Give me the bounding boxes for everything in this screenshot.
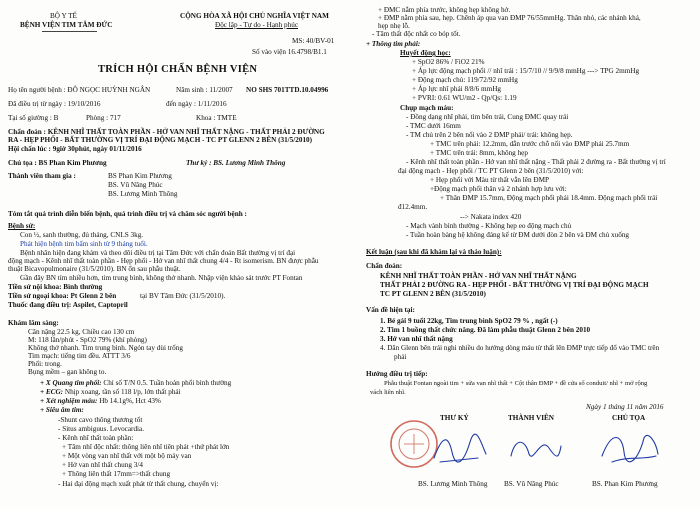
echo-line: - Situs ambiguus. Levocardia. [58,425,145,433]
lab-result: + Xét nghiệm máu: Hb 14.1g%, Hct 43% [40,397,161,405]
insurance-number: NO SHS 701TTD.10.04996 [246,86,329,94]
history-label: Bệnh sử: [8,222,36,230]
issue-item: 2. Tim 1 buồng thất chức năng. Đã làm phẫu thuật Glenn 2 bên 2010 [380,326,591,334]
exam-label: Khám lâm sàng: [8,319,59,327]
angio-line: + TMC trên trái: 8mm, không hẹp [430,149,528,157]
exam-line: Không thở nhanh. Tim trung bình. Ngón tay dùi trống [28,344,183,352]
final-dx-line: KÊNH NHĨ THẤT TOÀN PHẦN - HỞ VAN NHĨ THẤT NẶNG [380,272,577,280]
room-number: Phòng : 717 [86,114,121,122]
chair-signature [598,426,662,468]
issues-label: Vấn đề hiện tại: [366,306,415,314]
bed-number: Tại số giường : B [8,114,59,122]
hemo-line: + Áp lực động mạch phổi // nhĩ trái : 15/7/10 // 9/9/8 mmHg ---> TPG 2mmHg [412,67,640,75]
member-2: BS. Vũ Năng Phúc [108,181,163,189]
angio-line: - Kênh nhĩ thất toàn phần - Hở van nhĩ thất nặng - Thất phải 2 đường ra - Bất thường vị trí [406,158,666,166]
exam-line: Phổi: trong. [28,360,62,368]
angio-line: đ12.4mm. [398,203,428,211]
angio-line: - Tuần hoàn bàng hệ không đáng kể từ ĐM dưới đòn 2 bên và ĐM chủ xuống [406,231,630,239]
ecg-result: + ECG: Nhịp xoang, tần số 118 l/p, lớn thất phải [40,388,181,396]
history-line: Con ½, sanh thường, đủ tháng, CNLS 3kg. [20,231,144,239]
echo-line: + Một vòng van nhĩ thất với một bộ máy van [62,452,192,460]
chair-person: Chủ tọa : BS Phan Kim Phương [8,159,107,167]
angio-line: đại động mạch - Hẹp phổi / TC PT Glenn 2 bên (31/5/2010) với: [398,167,584,175]
patient-name: Họ tên người bệnh : ĐỖ NGỌC HUỲNH NGÂN [8,86,151,94]
right-top-line: hẹp nhẹ lỗ. [378,22,410,30]
final-dx-line: THẤT PHẢI 2 ĐƯỜNG RA - HẸP PHỔI - BẤT THƯỜNG VỊ TRÍ ĐẠI ĐỘNG MẠCH [380,281,649,289]
hemo-line: + Áp lực nhĩ phải 8/8/6 mmHg [412,85,502,93]
xray-text: Chỉ số T/N 0.5. Tuần hoàn phổi bình thường [101,379,232,387]
ecg-text: Nhịp xoang, tần số 118 l/p, lớn thất phải [63,388,181,396]
echo-line: - Hai đại động mạch xuất phát từ thất chung, chuyển vị: [58,480,219,488]
issue-item: phải [394,353,407,361]
form-code: MS: 40/BV-01 [292,37,335,45]
lab-text: Hb 14.1g%, Hct 43% [97,397,161,405]
echo-line: + Hở van nhĩ thất chung 3/4 [62,461,143,469]
angio-line: + Hẹp phổi với Màu từ thất vẫn lên ĐMP [430,176,549,184]
current-meds: Thuốc đang điều trị: Aspilet, Captopril [8,301,128,309]
echo-line: + Tâm nhĩ độc nhất: thông liên nhĩ tiên phát +thứ phát lớn [62,443,230,451]
surgical-history-extra: tại BV Tâm Đức (31/5/2010). [140,292,226,300]
exam-line: Tim mạch: tiếng tim đều. ATTT 3/6 [28,352,131,360]
members-label: Thành viên tham gia : [8,172,76,180]
header-divider [42,31,97,32]
national-motto: Độc lập - Tự do - Hạnh phúc [215,21,299,29]
patient-birth: Năm sinh : 11/2007 [176,86,233,94]
history-line: Phát hiện bệnh tim bẩm sinh từ 9 tháng tuổi. [20,240,148,248]
secretary-person: Thư ký : BS. Lương Minh Thông [186,159,286,167]
angio-line: +Động mạch phổi thân và 2 nhánh hợp lưu với: [430,185,567,193]
member-1: BS Phan Kim Phương [108,172,172,180]
member-name: BS. Vũ Năng Phúc [504,480,559,488]
cath-label: + Thông tim phải: [366,40,421,48]
chair-title: CHỦ TỌA [612,414,646,422]
plan-text-2: vách liên nhĩ. [370,389,406,396]
final-dx-label: Chẩn đoán: [366,262,403,270]
secretary-title: THƯ KÝ [440,414,469,422]
hospital-name: BỆNH VIỆN TIM TÂM ĐỨC [20,21,113,29]
consult-date: Hội chẩn lúc : 9giờ 30phút, ngày 01/11/2016 [8,145,142,153]
right-top-line: + ĐMP nằm phía sau, hẹp. Chênh áp qua van ĐMP 76/55mmHg. Thân nhỏ, các nhánh khá, [378,14,641,22]
final-dx-line: TC PT GLENN 2 BÊN (31/5/2010) [380,290,486,298]
conclusion-heading: Kết luận (sau khi đã khám lại và thảo luận): [366,248,502,256]
secretary-name: BS. Lương Minh Thông [418,480,488,488]
chair-name: BS. Phan Kim Phương [592,480,658,488]
angio-line: - TM chủ trên 2 bên nối vào 2 ĐMP phải/ trái: không hẹp. [406,131,573,139]
echo-line: - Kênh nhĩ thất toàn phần: [58,434,134,442]
diagnosis-line-1: Chẩn đoán : KÊNH NHĨ THẤT TOÀN PHẦN - HỞ VAN NHĨ THẤT NẶNG - THẤT PHẢI 2 ĐƯỜNG [8,128,325,136]
echo-label: + Siêu âm tim: [40,406,84,414]
angio-line: - Mạch vành bình thường - Không hẹp eo động mạch chủ [406,222,572,230]
issue-item: 1. Bé gái 9 tuổi 22kg, Tim trung bình SpO2 79 % , ngất (-) [380,317,558,325]
angio-line: + TMC trên phải: 12.2mm, dẫn trước chỗ nối vào ĐMP phải 25.7mm [430,140,630,148]
exam-line: Bụng mềm – gan không to. [28,368,107,376]
member-signature [505,428,565,468]
exam-line: Cân nặng 22.5 kg, Chiều cao 130 cm [28,328,135,336]
hemo-line: + SpO2 86% / FiO2 21% [412,58,485,66]
medical-history: Tiền sử nội khoa: Bình thường [8,283,103,291]
angio-line: --> Nakata index 420 [460,213,522,221]
exam-line: M: 118 lần/phút - SpO2 79% (khí phòng) [28,336,147,344]
signing-date: Ngày 1 tháng 11 năm 2016 [586,403,664,411]
summary-heading: Tóm tắt quá trình diễn biến bệnh, quá trình điều trị và chăm sóc người bệnh : [8,210,247,218]
issue-item: 4. Dãn Glenn bên trái nghi nhiều do hướng dòng máu từ thất lên ĐMP trực tiếp đổ vào TMC trên [380,344,660,352]
history-line: Bệnh nhân hiện đang khám và theo dõi điều trị tại Tâm Đức với chẩn đoán Bất thường vị trí đại [20,249,296,257]
history-line: động mạch - Kênh nhĩ thất toàn phần - Hẹp phổi - Hở van nhĩ thất chung 4/4 - Rt isomerism. BN được phẫu [8,257,319,265]
member-title: THÀNH VIÊN [508,414,554,422]
echo-line: + Thông liên thất 17mm=>thất chung [62,470,171,478]
angio-line: - TMC dưới 16mm [406,122,461,130]
plan-text: Phẫu thuật Fontan ngoài tim + sửa van nhĩ thất + Cột thân ĐMP + đề cửa số conduit/ nhĩ + mở rộng [384,380,648,387]
diagnosis-line-2: RA - HẸP PHỔI - BẤT THƯỜNG VỊ TRÍ ĐẠI ĐỘNG MẠCH - TC PT GLENN 2 BÊN (31/5/2010) [8,136,313,144]
echo-line: -Shunt cavo thông thương tốt [58,416,143,424]
country-name: CỘNG HÒA XÃ HỘI CHỦ NGHĨA VIỆT NAM [180,12,329,20]
page-title: TRÍCH HỘI CHẨN BỆNH VIỆN [98,64,258,75]
member-3: BS. Lương Minh Thông [108,190,178,198]
plan-label: Hướng điều trị tiếp: [366,370,428,378]
surgical-history: Tiền sử ngoại khoa: Pt Glenn 2 bên [8,292,117,300]
secretary-signature [430,428,490,468]
to-date: đến ngày : 1/11/2016 [166,100,227,108]
hemo-line: + Động mạch chủ: 119/72/92 mmHg [412,76,518,84]
angio-label: Chụp mạch máu: [400,104,454,112]
angio-line: + Thân ĐMP 15.7mm, Động mạch phổi phải 18.4mm. Động mạch phổi trái [440,194,658,202]
department: Khoa : TMTE [196,114,237,122]
xray-result: + X Quang tim phổi: Chỉ số T/N 0.5. Tuần hoàn phổi bình thường [40,379,232,387]
from-date: Đã điều trị từ ngày : 19/10/2016 [8,100,101,108]
history-line: Gần đây BN tím nhiều hơn, tim trung bình, không thở nhanh. Nhập viện khảo sát trước PT Fontan [20,274,303,282]
hemo-line: + PVRI: 0.61 WU/m2 - Qp/Qs: 1.19 [412,94,517,102]
record-number: Số vào viện 16.4798/B1.1 [252,48,327,56]
right-top-line: - Tâm thất độc nhất co bóp tốt. [372,30,461,38]
history-line: thuật Bicavopulmonaire (31/5/2010). BN ổn sau phẫu thuật. [8,265,181,273]
right-top-line: + ĐMC nằm phía trước, không hẹp không hở. [378,6,511,14]
issue-item: 3. Hở van nhĩ thất nặng [380,335,453,343]
angio-line: - Đồng dạng nhĩ phải, tìm bên trái, Cung ĐMC quay trái [406,113,569,121]
ministry-name: BỘ Y TẾ [50,12,77,20]
hemo-label: Huyết động học: [400,49,451,57]
